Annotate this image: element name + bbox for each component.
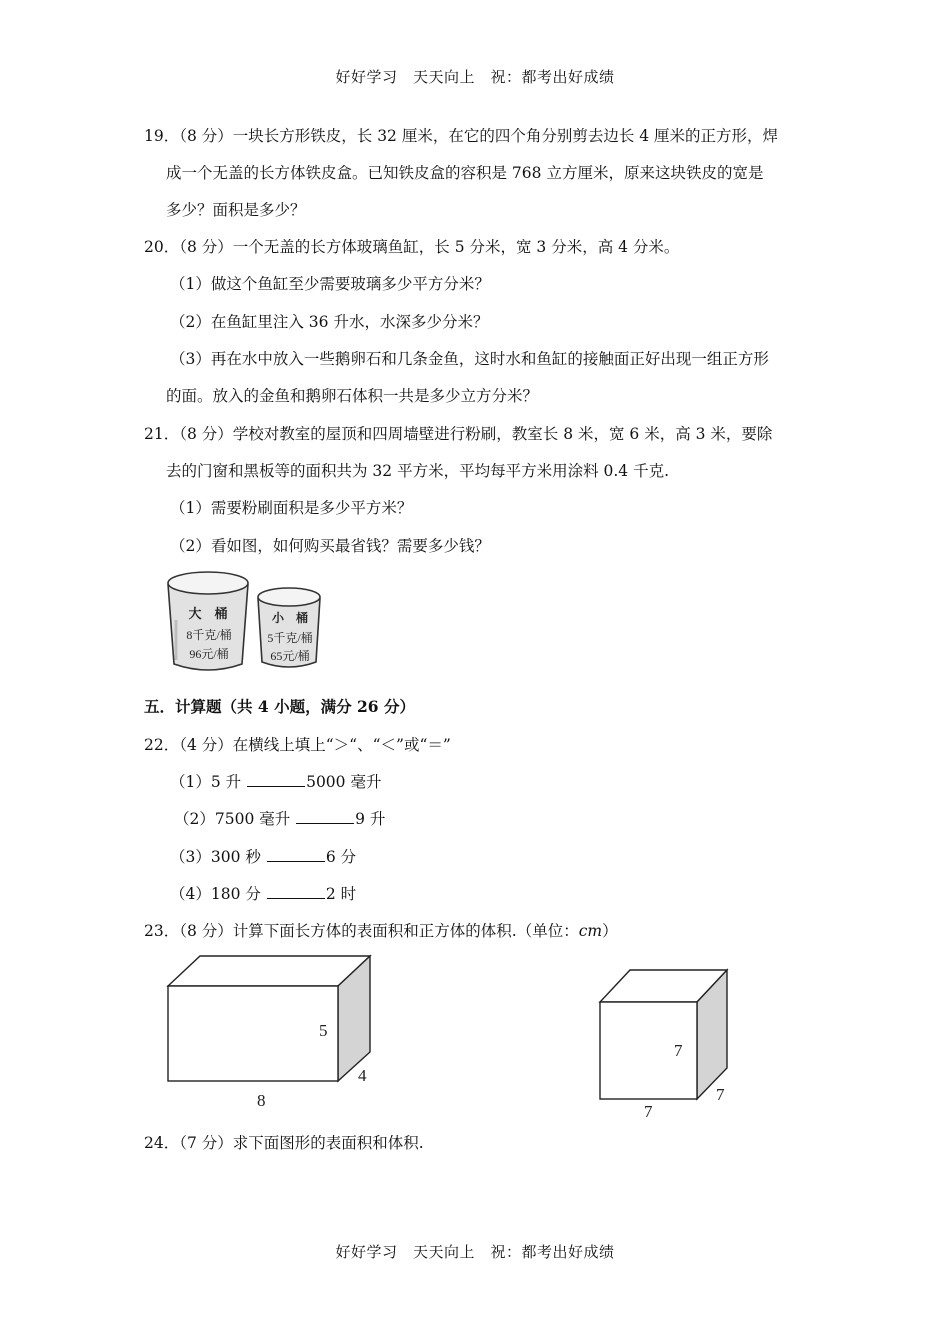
- small-bucket: [258, 588, 320, 667]
- q20-part-3b: 的面。放入的金鱼和鹅卵石体积一共是多少立方分米？: [166, 387, 539, 405]
- big-bucket-name: 大 桶: [188, 606, 228, 621]
- q23-stem: [144, 921, 618, 941]
- q22-item-4: [170, 884, 356, 904]
- small-bucket-weight: 5千克/桶: [267, 631, 313, 645]
- q22-item-3: [170, 847, 356, 867]
- q22-item-3-blank[interactable]: [267, 847, 325, 862]
- cuboid-height-label: 5: [319, 1021, 328, 1040]
- q22-stem: 22．（4 分）在横线上填上“＞“、“＜”或“＝”: [144, 736, 451, 754]
- cube-height-label: 7: [674, 1041, 683, 1060]
- q22-item-1-blank[interactable]: [247, 772, 305, 787]
- q21-part-1: （1）需要粉刷面积是多少平方米？: [170, 499, 413, 517]
- q20-part-1: （1）做这个鱼缸至少需要玻璃多少平方分米？: [170, 275, 490, 293]
- section-5-title: 五．计算题（共 4 小题，满分 26 分）: [144, 697, 415, 716]
- q19-line-3: 多少？面积是多少？: [166, 201, 306, 219]
- buckets-figure: [160, 564, 330, 676]
- q22-item-1: [170, 772, 381, 792]
- small-bucket-price: 65元/桶: [270, 649, 310, 663]
- q20-part-3a: （3）再在水中放入一些鹅卵石和几条金鱼，这时水和鱼缸的接触面正好出现一组正方形: [170, 350, 769, 368]
- cube-length-label: 7: [644, 1102, 653, 1121]
- q22-item-2-blank[interactable]: [296, 809, 354, 824]
- cuboid-figure: [160, 950, 380, 1110]
- small-bucket-name: 小 桶: [271, 611, 309, 625]
- page-footer: 好好学习 天天向上 祝：都考出好成绩: [335, 1243, 615, 1261]
- q21-line-1: 21．（8 分）学校对教室的屋顶和四周墙壁进行粉刷，教室长 8 米，宽 6 米，高 3 米，要除: [144, 425, 773, 443]
- q22-item-4-right: 2 时: [325, 885, 357, 903]
- cuboid-length-label: 8: [257, 1091, 266, 1110]
- q20-part-2: （2）在鱼缸里注入 36 升水，水深多少分米？: [170, 313, 489, 331]
- q21-line-2: 去的门窗和黑板等的面积共为 32 平方米，平均每平方米用涂料 0.4 千克.: [166, 462, 670, 480]
- q23-stem-pre: 23．（8 分）计算下面长方体的表面积和正方体的体积.（单位：: [144, 922, 579, 940]
- page-header: 好好学习 天天向上 祝：都考出好成绩: [335, 68, 615, 86]
- q21-part-2: （2）看如图，如何购买最省钱？需要多少钱？: [170, 537, 490, 555]
- cube-figure: [592, 964, 742, 1124]
- cuboid-front-face: [168, 986, 338, 1081]
- q23-stem-unit: cm: [578, 922, 603, 940]
- big-bucket-weight: 8千克/桶: [186, 628, 232, 642]
- q23-stem-post: ）: [602, 922, 618, 940]
- q22-item-1-right: 5000 毫升: [306, 773, 382, 791]
- q22-item-2-right: 9 升: [355, 810, 386, 828]
- q24-stem: 24．（7 分）求下面图形的表面积和体积.: [144, 1134, 424, 1152]
- q22-item-3-right: 6 分: [325, 848, 357, 866]
- cube-width-label: 7: [716, 1085, 725, 1104]
- cuboid-width-label: 4: [358, 1066, 367, 1085]
- q19-line-2: 成一个无盖的长方体铁皮盒。已知铁皮盒的容积是 768 立方厘米，原来这块铁皮的宽是: [166, 164, 764, 182]
- q22-item-4-label: （4）180 分: [170, 885, 266, 903]
- big-bucket: [168, 572, 248, 670]
- cuboid-top-face: [168, 956, 370, 986]
- q22-item-2: [174, 809, 385, 829]
- q22-item-3-label: （3）300 秒: [170, 848, 266, 866]
- q22-item-1-label: （1）5 升: [170, 773, 247, 791]
- big-bucket-price: 96元/桶: [189, 647, 229, 661]
- q22-item-4-blank[interactable]: [267, 884, 325, 899]
- q22-item-2-label: （2）7500 毫升: [174, 810, 296, 828]
- q19-line-1: 19．（8 分）一块长方形铁皮，长 32 厘米，在它的四个角分别剪去边长 4 厘米的正方形，焊: [144, 127, 779, 145]
- q20-stem: 20．（8 分）一个无盖的长方体玻璃鱼缸，长 5 分米，宽 3 分米，高 4 分米。: [144, 238, 680, 256]
